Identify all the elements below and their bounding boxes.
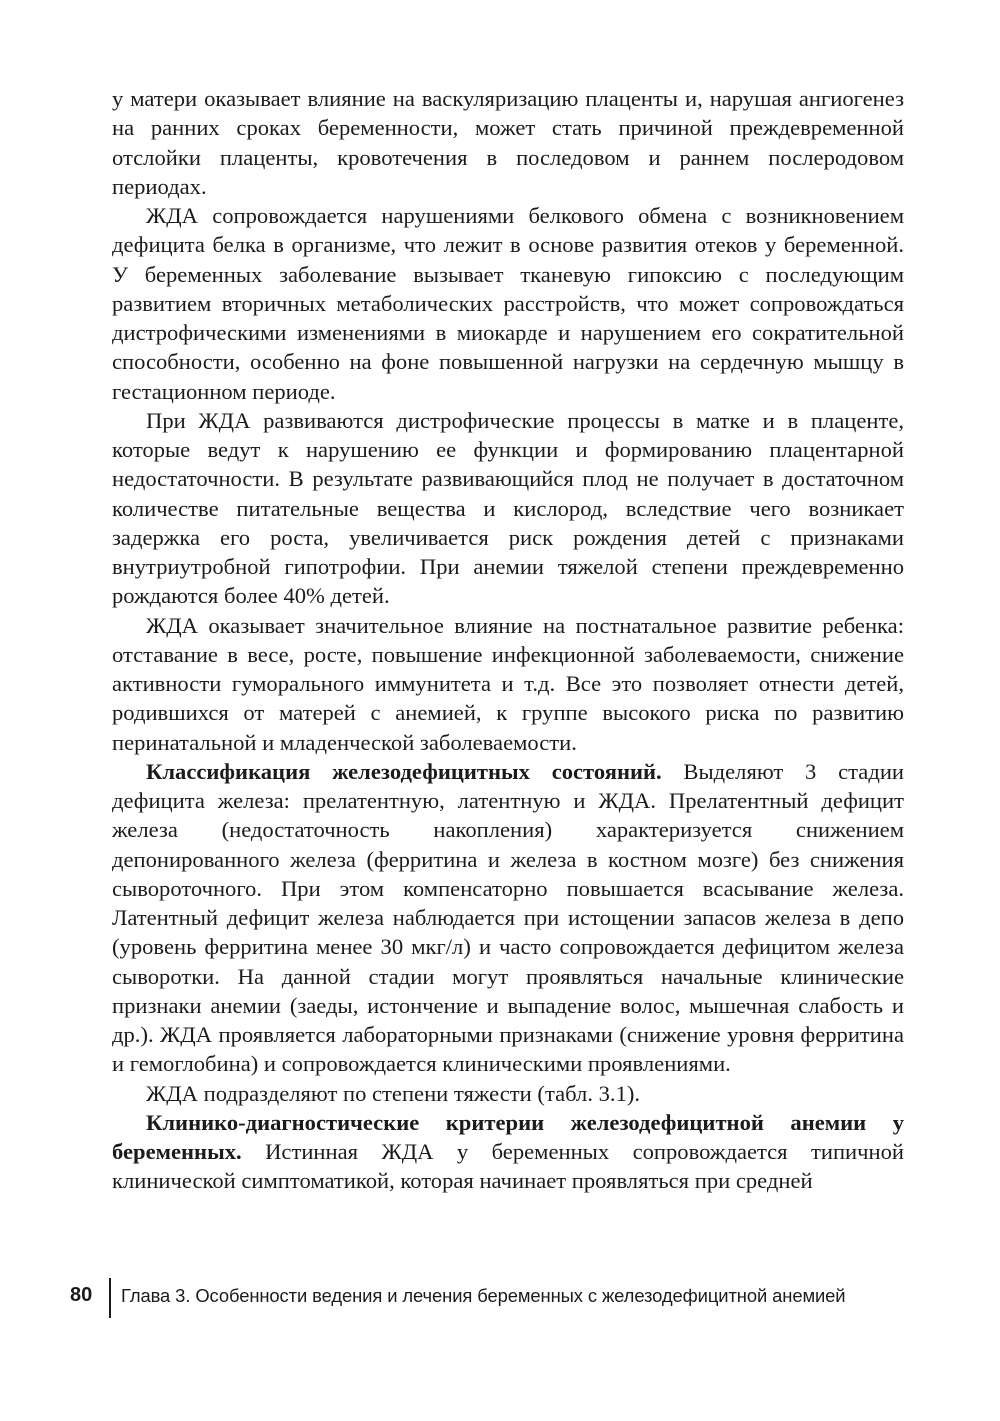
paragraph-5: [112, 757, 904, 1079]
page-number: 80: [70, 1284, 93, 1306]
footer-divider: [109, 1278, 111, 1318]
classification-text: Выделяют 3 стадии дефицита железа: прелатентную, латентную и ЖДА. Прелатентный дефицит железа (недостаточность накопления) характеризуется снижением депонированного железа (ферритина и железа в костном мозге) без снижения сывороточного. При этом компенсаторно повышается всасывание железа. Латентный дефицит железа наблюдается при истощении запасов железа в депо (уровень ферритина менее 30 мкг/л) и часто сопровождается дефицитом железа сыворотки. На данной стадии могут проявляться начальные клинические признаки анемии (заеды, истончение и выпадение волос, мышечная слабость и др.). ЖДА проявляется лабораторными признаками (снижение уровня ферритина и гемоглобина) и сопровождается клиническими проявлениями.: [112, 758, 904, 1077]
paragraph-7: [112, 1108, 904, 1196]
criteria-text: Истинная ЖДА у беременных сопровождается типичной клинической симптоматикой, которая начинает проявляться при средней: [112, 1139, 904, 1194]
paragraph-3: При ЖДА развиваются дистрофические процессы в матке и в плаценте, которые ведут к нарушению ее функции и формированию плацентарной недостаточности. В результате развивающийся плод не получает в достаточном количестве питательные вещества и кислород, вследствие чего возникает задержка его роста, увеличивается риск рождения детей с признаками внутриутробной гипотрофии. При анемии тяжелой степени преждевременно рождаются более 40% детей.: [112, 407, 904, 609]
page-footer: [70, 1278, 930, 1318]
chapter-title: Глава 3. Особенности ведения и лечения беременных с железодефицитной анемией: [121, 1285, 846, 1306]
paragraph-1: у матери оказывает влияние на васкуляризацию плаценты и, нарушая ангиогенез на ранних сроках беременности, может стать причиной преждевременной отслойки плаценты, кровотечения в последовом и раннем послеродовом периодах.: [112, 86, 904, 199]
classification-heading: Классификация железодефицитных состояний.: [146, 758, 662, 784]
paragraph-6: ЖДА подразделяют по степени тяжести (табл. 3.1).: [146, 1080, 641, 1106]
criteria-heading: Клинико-диагностические критерии железодефицитной анемии у беременных.: [112, 1109, 904, 1164]
paragraph-4: ЖДА оказывает значительное влияние на постнатальное развитие ребенка: отставание в весе, росте, повышение инфекционной заболеваемости, снижение активности гуморального иммунитета и т.д. Все это позволяет отнести детей, родившихся от матерей с анемией, к группе высокого риска по развитию перинатальной и младенческой заболеваемости.: [112, 612, 904, 755]
body-text: [112, 84, 904, 1196]
paragraph-2: ЖДА сопровождается нарушениями белкового обмена с возникновением дефицита белка в организме, что лежит в основе развития отеков у беременной. У беременных заболевание вызывает тканевую гипоксию с последующим развитием вторичных метаболических расстройств, что может сопровождаться дистрофическими изменениями в миокарде и нарушением его сократительной способности, особенно на фоне повышенной нагрузки на сердечную мышцу в гестационном периоде.: [112, 203, 904, 404]
